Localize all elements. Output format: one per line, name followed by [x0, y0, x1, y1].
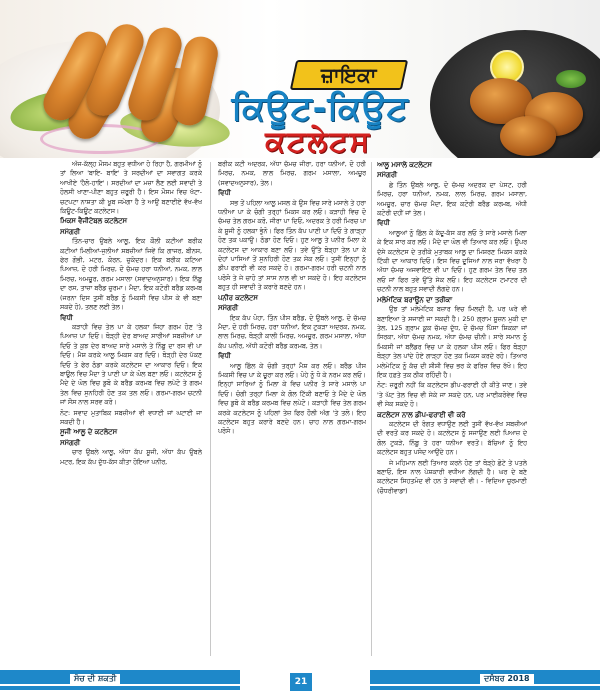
footer-strip — [0, 686, 240, 690]
recipe-text: ਉਝ ਤਾਂ ਮਲੇਮੇਟਿਕ ਬਜ਼ਾਰ ਵਿਚ ਮਿਲਦੀ ਹੈ, ਪਰ ਘਰੇ ਵੀ ਬਣਾਇਆ ਤੇ ਸਜਾਈ ਜਾ ਸਕਦੀ ਹੈ। 250 ਗ੍ਰਾਮ ਸੂਜ਼ਨ ਮੁਕੀ ਦਾ ਤੇਲ, 125 ਗ੍ਰਾਮ ਕੂਕ ਚੱਮਚ ਦੁੱਧ, ਦੋ ਚੱਮਚ ਪਿੱਸਾ ਸ਼ਿਕਕਾ ਜਾਂ ਸਿਰਕਾ, ਅੱਧਾ ਚੱਮਚ ਨਮਕ, ਅੱਧਾ ਚੱਮਚ ਚੀਨੀ। ਸਾਰੇ ਸਮਾਨ ਨੂੰ ਮਿਕਸੀ ਜਾਂ ਬਲੈਂਡਰ ਵਿਚ ਪਾ ਕੇ ਹਲਕਾ ਪੀਸ ਲਓ। ਫਿਰ ਥੋੜ੍ਹਾ ਥੋੜ੍ਹਾ ਤੇਲ ਪਾਂਦੇ ਹੋਏ ਗਾੜ੍ਹਾ ਹੋਣ ਤਕ ਮਿਕਸ ਕਰਦੇ ਰਹੋ। ਤਿਆਰ ਮਲੇਮੇਟਿਕ ਨੂੰ ਕੱਚ ਦੀ ਸ਼ੀਸ਼ੀ ਵਿਚ ਭਰ ਕੇ ਫਰਿਜ਼ ਵਿਚ ਰੱਖੋ। ਇਹ ਇਕ ਹਫ਼ਤੇ ਤਕ ਠੀਕ ਰਹਿੰਦੀ ਹੈ। — [377, 306, 527, 379]
footer-right — [330, 670, 600, 692]
page-title-line1: ਕਿਊਟ-ਕਿਊਟ — [231, 88, 409, 127]
page-title-line2: ਕਟਲੇਟਸ — [265, 124, 371, 158]
column-1 — [60, 160, 202, 660]
ingredients-text: ਇਕ ਕੱਪ ਪੋਹਾ, ਤਿੰਨ ਪੀਸ ਬਰੈਡ, ਦੋ ਉਬਲੇ ਆਲੂ, ਦੋ ਚੱਮਚ ਮੈਦਾ, ਦੋ ਹਰੀ ਮਿਰਚ, ਹਰਾ ਧਨੀਆਂ, ਇਕ ਟੁਕੜਾ ਅਦਰਕ, ਨਮਕ, ਲਾਲ ਮਿਰਚ, ਥੋੜ੍ਹੀ ਕਾਲੀ ਮਿਰਚ, ਅਮਚੂਰ, ਗਰਮ ਮਸਾਲਾ, ਅੱਧਾ ਕੱਪ ਪਨੀਰ, ਅੱਧੀ ਕਟੋਰੀ ਬਰੈਡ ਕਰਮਬ, ਤੇਲ। — [218, 314, 366, 350]
recipe-title: ਸੂਜੀ ਆਲੂ ਦੇ ਕਟਲੇਟਸ — [60, 428, 118, 437]
footer-strip — [370, 686, 600, 690]
method-heading: ਵਿਧੀ — [218, 352, 231, 361]
ingredients-heading: ਸਮੱਗਰੀ — [60, 227, 80, 236]
page-number: 21 — [290, 673, 312, 691]
ingredients-heading: ਸਮੱਗਰੀ — [218, 304, 238, 313]
ingredients-text: ਬਰੀਕ ਕਟੀ ਅਦਰਕ, ਅੱਧਾ ਚੱਮਚ ਜੀਰਾ, ਹਰਾ ਧਨੀਆਂ, ਦੋ ਹਰੀ ਮਿਰਚ, ਨਮਕ, ਲਾਲ ਮਿਰਚ, ਗਰਮ ਮਸਾਲਾ, ਅਮਚੂਰ (ਸਵਾਦਅਨੁਸਾਰ), ਤੇਲ। — [218, 161, 366, 187]
recipe-title: ਮਿਕਸ ਵੈਜੀਟੇਬਲ ਕਟਲੇਟਸ — [60, 217, 127, 226]
method-text: ਕੜਾਹੀ ਵਿਚ ਤੇਲ ਪਾ ਕੇ ਹਲਕਾ ਜਿਹਾ ਗਰਮ ਹੋਣ 'ਤੇ ਪਿਆਜ਼ ਪਾ ਦਿਓ। ਥੋੜ੍ਹੀ ਦੇਰ ਬਾਅਦ ਸਾਰੀਆਂ ਸਬਜ਼ੀਆਂ ਪਾ ਦਿਓ ਤੇ ਕੁਝ ਦੇਰ ਬਾਅਦ ਸਾਰੇ ਮਸਾਲੇ ਤੇ ਨਿੰਬੂ ਦਾ ਰਸ ਵੀ ਪਾ ਦਿਓ। ਮੈਸ਼ ਕਰਕੇ ਆਲੂ ਮਿਕਸ ਕਰ ਦਿਓ। ਥੋੜ੍ਹੀ ਦੇਰ ਪੱਕਣ ਦਿਓ ਤੇ ਫੇਰ ਠੰਡਾ ਕਰਕੇ ਕਟਲੇਟਸ ਦਾ ਆਕਾਰ ਦਿਓ। ਇਕ ਬਾਊਲ ਵਿਚ ਮੈਦਾ ਤੇ ਪਾਣੀ ਪਾ ਕੇ ਘੋਲ ਬਣਾ ਲਓ। ਕਟਲੇਟਸ ਨੂੰ ਮੈਦੇ ਦੇ ਘੋਲ ਵਿਚ ਡੁਬੋ ਕੇ ਬਰੈਡ ਕਰਮਬ ਵਿਚ ਲਪੇਟੋ ਤੇ ਗਰਮ ਤੇਲ ਵਿਚ ਸੁਨਹਿਰੀ ਹੋਣ ਤਕ ਤਲ ਲਓ। ਗਰਮਾ-ਗਰਮ ਚਟਨੀ ਜਾਂ ਸੌਸ ਨਾਲ ਸਰਵ ਕਰੋ। — [60, 323, 202, 407]
recipe-title: ਮਲੇਮੇਟਿਕ ਬਰਾਊਨ ਦਾ ਤਰੀਕਾ — [377, 295, 453, 304]
method-heading: ਵਿਧੀ — [377, 219, 390, 228]
recipe-note: ਨੋਟ: ਜ਼ਰੂਰੀ ਨਹੀਂ ਕਿ ਕਟਲੇਟਸ ਡੀਪ-ਫਰਾਈ ਹੀ ਕੀਤੇ ਜਾਣ। ਤਵੇ 'ਤੇ ਘੱਟ ਤੇਲ ਵਿਚ ਵੀ ਸੇਕੇ ਜਾ ਸਕਦੇ ਹਨ, ਪਰ ਮਾਈਕਰੋਵੇਵ ਵਿਚ ਵੀ ਸੇਕ ਸਕਦੇ ਹੋ। — [377, 382, 527, 409]
issue-date: ਦਸੰਬਰ 2018 — [480, 674, 534, 684]
section-badge-label: ਜ਼ਾਇਕਾ — [321, 63, 377, 87]
method-text: ਆਲੂਆਂ ਨੂੰ ਛਿੱਲ ਕੇ ਕੱਦੂ-ਕੱਸ ਕਰ ਲਓ ਤੇ ਸਾਰੇ ਮਸਾਲੇ ਮਿਲਾ ਕੇ ਇਕ ਸਾਰ ਕਰ ਲਓ। ਮੈਦੇ ਦਾ ਘੋਲ ਵੀ ਤਿਆਰ ਕਰ ਲਓ। ਉਪਰ ਦੱਸੇ ਕਟਲੇਟਸ ਦੇ ਤਰੀਕੇ ਮੁਤਾਬਕ ਆਲੂ ਦਾ ਮਿਸ਼ਰਣ ਮਿਕਸ ਕਰਕੇ ਟਿੱਕੀ ਦਾ ਆਕਾਰ ਦਿਓ। ਇਸ ਵਿਚ ਦੂਜਿਆਂ ਨਾਲ ਜਰਾ ਵੱਖਰਾ ਹੈ ਅੱਧਾ ਚੱਮਚ ਅਜਵਾਇਣ ਵੀ ਪਾ ਦਿਓ। ਹੁਣ ਗਰਮ ਤੇਲ ਵਿਚ ਤਲ ਲਓ ਜਾਂ ਫਿਰ ਤਵੇ ਉੱਤੇ ਸੇਕ ਲਓ। ਇਹ ਕਟਲੇਟਸ ਟਮਾਟਰ ਦੀ ਚਟਨੀ ਨਾਲ ਬਹੁਤ ਸਵਾਦੀ ਲੱਗਦੇ ਹਨ। — [377, 229, 527, 294]
column-3 — [377, 160, 527, 660]
intro-paragraph: ਅੱਜ-ਕੱਲ੍ਹ ਮੌਸਮ ਬਹੁਤ ਵਧੀਆ ਹੋ ਰਿਹਾ ਹੈ, ਗਰਮੀਆਂ ਨੂੰ ਤਾਂ ਲਿਆ 'ਬਾਇ- ਬਾਇ' ਤੇ ਸਰਦੀਆਂ ਦਾ ਸਵਾਗਤ ਕਰਕੇ ਆਖੀਏ 'ਹੈਲੋ-ਹਾਇ'। ਸਰਦੀਆਂ ਦਾ ਮਜ਼ਾ ਲੈਣ ਲਈ ਸਵਾਦੀ ਤੇ ਹੋਲਸੀ ਖਾਣਾ-ਪੀਣਾ ਬਹੁਤ ਜ਼ਰੂਰੀ ਹੈ। ਇਸ ਮੌਸਮ ਵਿਚ ਖੱਟਾ-ਚਟਪਟਾ ਨਾਸ਼ਤਾ ਕੀ ਖੂਬ ਜਮੇਗਾ ਹੈ ਤੇ ਆਉ ਬਣਾਈਏ ਵੱਖ-ਵੱਖ ਕਿਊਟ-ਕਿਊਟ ਕਟਲੇਟਸ। — [60, 161, 202, 216]
ingredients-text: ਛੇ ਤਿੰਨ ਉਬਲੇ ਆਲੂ, ਦੋ ਚੱਮਚ ਅਦਰਕ ਦਾ ਪੇਸਟ, ਹਰੀ ਮਿਰਚ, ਹਰਾ ਧਨੀਆਂ, ਨਮਕ, ਲਾਲ ਮਿਰਚ, ਗਰਮ ਮਸਾਲਾ, ਅਮਚੂਰ, ਚਾਰ ਚੱਮਚ ਮੈਦਾ, ਇਕ ਕਟੋਰੀ ਬਰੈਡ ਕਰਮਬ, ਅੱਧੀ ਕਟੋਰੀ ਦਹੀਂ ਜਾਂ ਤੇਲ। — [377, 181, 527, 218]
magazine-name: ਸੋਚ ਦੀ ਸ਼ਕਤੀ — [70, 674, 120, 684]
ingredients-heading: ਸਮੱਗਰੀ — [60, 438, 80, 447]
method-heading: ਵਿਧੀ — [218, 189, 231, 198]
recipe-title: ਪਨੀਰ ਕਟਲੇਟਸ — [218, 293, 258, 302]
recipe-text: ਕਟਲੇਟਸ ਦੀ ਰੰਗਤ ਵਧਾਉਣ ਲਈ ਤੁਸੀਂ ਵੱਖ-ਵੱਖ ਸਬਜ਼ੀਆਂ ਦੀ ਵਰਤੋਂ ਕਰ ਸਕਦੇ ਹੋ। ਕਟਲੇਟਸ ਨੂੰ ਸਜਾਉਣ ਲਈ ਪਿਆਜ਼ ਦੇ ਗੋਲ ਟੁਕੜੇ, ਨਿੰਬੂ ਤੇ ਹਰਾ ਧਨੀਆ ਵਰਤੋਂ। ਬੱਚਿਆਂ ਨੂੰ ਇਹ ਕਟਲੇਟਸ ਬਹੁਤ ਪਸੰਦ ਆਉਂਦੇ ਹਨ। — [377, 420, 527, 457]
column-divider — [371, 162, 372, 656]
recipe-title: ਆਲੂ ਮਸਾਲੇ ਕਟਲੇਟਸ — [377, 161, 432, 169]
recipe-subtitle: ਕਟਲੇਟਸ ਨਾਲ ਡੀਪ-ਫਰਾਈ ਵੀ ਕਰੋ — [377, 410, 466, 419]
method-text: ਸਭ ਤੋਂ ਪਹਿਲਾ ਆਲੂ ਮਸਲ ਕੇ ਉਸ ਵਿਚ ਸਾਰੇ ਮਸਾਲੇ ਤੇ ਹਰਾ ਧਨੀਆ ਪਾ ਕੇ ਚੰਗੀ ਤਰ੍ਹਾਂ ਮਿਕਸ ਕਰ ਲਓ। ਕੜਾਹੀ ਵਿਚ ਦੋ ਚੱਮਚ ਤੇਲ ਗਰਮ ਕਰੋ, ਜੀਰਾ ਪਾ ਦਿਓ, ਅਦਰਕ ਤੇ ਹਰੀ ਮਿਰਚ ਪਾ ਕੇ ਸੂਜੀ ਨੂੰ ਹਲਕਾ ਭੁੰਨੋ। ਫਿਰ ਤਿੰਨ ਕੱਪ ਪਾਣੀ ਪਾ ਦਿਓ ਤੇ ਗਾੜ੍ਹਾ ਹੋਣ ਤਕ ਪਕਾਉ। ਠੰਡਾ ਹੋਣ ਦਿਓ। ਹੁਣ ਆਲੂ ਤੇ ਪਨੀਰ ਮਿਲਾ ਕੇ ਕਟਲੇਟਸ ਦਾ ਆਕਾਰ ਬਣਾ ਲਓ। ਤਵੇ ਉੱਤੇ ਥੋੜ੍ਹਾ ਤੇਲ ਪਾ ਕੇ ਦੋਹਾਂ ਪਾਸਿਆਂ ਤੋਂ ਸੁਨਹਿਰੀ ਹੋਣ ਤਕ ਸੇਕ ਲਓ। ਤੁਸੀਂ ਇਨ੍ਹਾਂ ਨੂੰ ਡੀਪ ਫਰਾਈ ਵੀ ਕਰ ਸਕਦੇ ਹੋ। ਗਰਮਾ-ਗਰਮ ਹਰੀ ਚਟਨੀ ਨਾਲ ਪਰੋਸੋ ਤੇ ਜੇ ਚਾਹੋ ਤਾਂ ਸਾਸ ਨਾਲ ਵੀ ਖਾ ਸਕਦੇ ਹੋ। ਇਹ ਕਟਲੇਟਸ ਬਹੁਤ ਹੀ ਸਵਾਦੀ ਤੇ ਕਰਾਰੇ ਬਣਦੇ ਹਨ। — [218, 199, 366, 292]
footer-left — [0, 670, 290, 692]
recipe-note: ਨੋਟ: ਸਵਾਦ ਮੁਤਾਬਿਕ ਸਬਜ਼ੀਆਂ ਵੀ ਵਧਾਈ ਜਾਂ ਘਟਾਈ ਜਾ ਸਕਦੀ ਹੈ। — [60, 409, 202, 426]
ingredients-text: ਚਾਰ ਉਬਲੇ ਆਲੂ, ਅੱਧਾ ਕੱਪ ਸੂਜੀ, ਅੱਧਾ ਕੱਪ ਉਬਲੇ ਮਟਰ, ਇਕ ਕੱਪ ਦੁੱਧ-ਕੱਸ ਕੀਤਾ ਹੋਇਆ ਪਨੀਰ, — [60, 449, 202, 466]
closing-paragraph: ਜੇ ਮਹਿਮਾਨ ਲਈ ਤਿਆਰ ਕਰਨੇ ਹੋਣ ਤਾਂ ਥੋੜ੍ਹੇ ਛੋਟੇ ਤੇ ਪਤਲੇ ਬਣਾਓ, ਇਸ ਨਾਲ ਪੇਸ਼ਕਾਰੀ ਵਧੀਆ ਲੱਗਦੀ ਹੈ। ਘਰ ਦੇ ਬਣੇ ਕਟਲੇਟਸ ਸਿਹਤਮੰਦ ਵੀ ਹਨ ਤੇ ਸਵਾਦੀ ਵੀ। - ਵਿਦਿਆ ਚੁਰਮਾਣੀ (ਚੌਧਰੀਵਾਡਾ) — [377, 459, 527, 495]
column-2 — [218, 160, 366, 660]
ingredients-text: ਤਿੰਨ-ਚਾਰ ਉਬਲੇ ਆਲੂ, ਇਕ ਕੌਲੀ ਕਟੀਆਂ ਬਰੀਕ ਕਟੀਆਂ ਮਿਲੀਆਂ-ਜੁਲੀਆਂ ਸਬਜ਼ੀਆਂ ਜਿਵੇਂ ਕਿ ਗਾਜਰ, ਬੀਨਸ, ਫੇਰ ਗੋਭੀ, ਮਟਰ, ਕੋਰਨ, ਚੁਕੰਦਰ। ਇਕ ਬਰੀਕ ਕਟਿਆ ਪਿਆਜ਼, ਦੋ ਹਰੀ ਮਿਰਚ, ਦੋ ਚੱਮਚ ਹਰਾ ਧਨੀਆਂ, ਨਮਕ, ਲਾਲ ਮਿਰਚ, ਅਮਚੂਰ, ਗਰਮ ਮਸਾਲਾ (ਸਵਾਦਅਨੁਸਾਰ)। ਇਕ ਨਿੱਬੂ ਦਾ ਰਸ, ਤਾਜ਼ਾ ਬਰੈਡ ਚੁਰਮਾ। ਮੈਦਾ, ਇਕ ਕਟੋਰੀ ਬਰੈਡ ਕਰਮਬ (ਜਰਨਾ ਦਿਸ ਤੁਸੀਂ ਬਰੈਡ ਨੂੰ ਮਿਕਸੀ ਵਿਚ ਪੀਸ ਕੇ ਵੀ ਬਣਾ ਸਕਦੇ ਹੋ), ਤਲਣ ਲਈ ਤੇਲ। — [60, 238, 202, 312]
method-heading: ਵਿਧੀ — [60, 313, 73, 322]
ingredients-heading: ਸਮੱਗਰੀ — [377, 171, 397, 180]
column-divider — [210, 162, 211, 656]
method-text: ਆਲੂ ਛਿੱਲ ਕੇ ਚੰਗੀ ਤਰ੍ਹਾਂ ਮੈਸ਼ ਕਰ ਲਓ। ਬਰੈਡ ਪੀਸ ਮਿਕਸੀ ਵਿਚ ਪਾ ਕੇ ਚੂਰਾ ਕਰ ਲਓ। ਪੋਹੇ ਨੂੰ ਧੋ ਕੇ ਨਰਮ ਕਰ ਲਓ। ਇਨ੍ਹਾਂ ਸਾਰਿਆਂ ਨੂੰ ਮਿਲਾ ਕੇ ਵਿਚ ਪਨੀਰ ਤੇ ਸਾਰੇ ਮਸਾਲੇ ਪਾ ਦਿਓ। ਚੰਗੀ ਤਰ੍ਹਾਂ ਮਿਲਾ ਕੇ ਗੋਲ ਟਿੱਕੀ ਬਣਾਓ ਤੇ ਮੈਦੇ ਦੇ ਘੋਲ ਵਿਚ ਡੁਬੋ ਕੇ ਬਰੈਡ ਕਰਮਬ ਵਿਚ ਲਪੇਟੋ। ਕੜਾਹੀ ਵਿਚ ਤੇਲ ਗਰਮ ਕਰਕੇ ਕਟਲੇਟਸ ਨੂੰ ਪਹਿਲਾਂ ਤੇਜ਼ ਫਿਰ ਹੌਲੀ ਅੱਗ 'ਤੇ ਤਲੋ। ਇਹ ਕਟਲੇਟਸ ਬਹੁਤ ਕਰਾਰੇ ਬਣਦੇ ਹਨ। ਚਾਹ ਨਾਲ ਗਰਮਾ-ਗਰਮ ਪਰੋਸੋ। — [218, 362, 366, 436]
